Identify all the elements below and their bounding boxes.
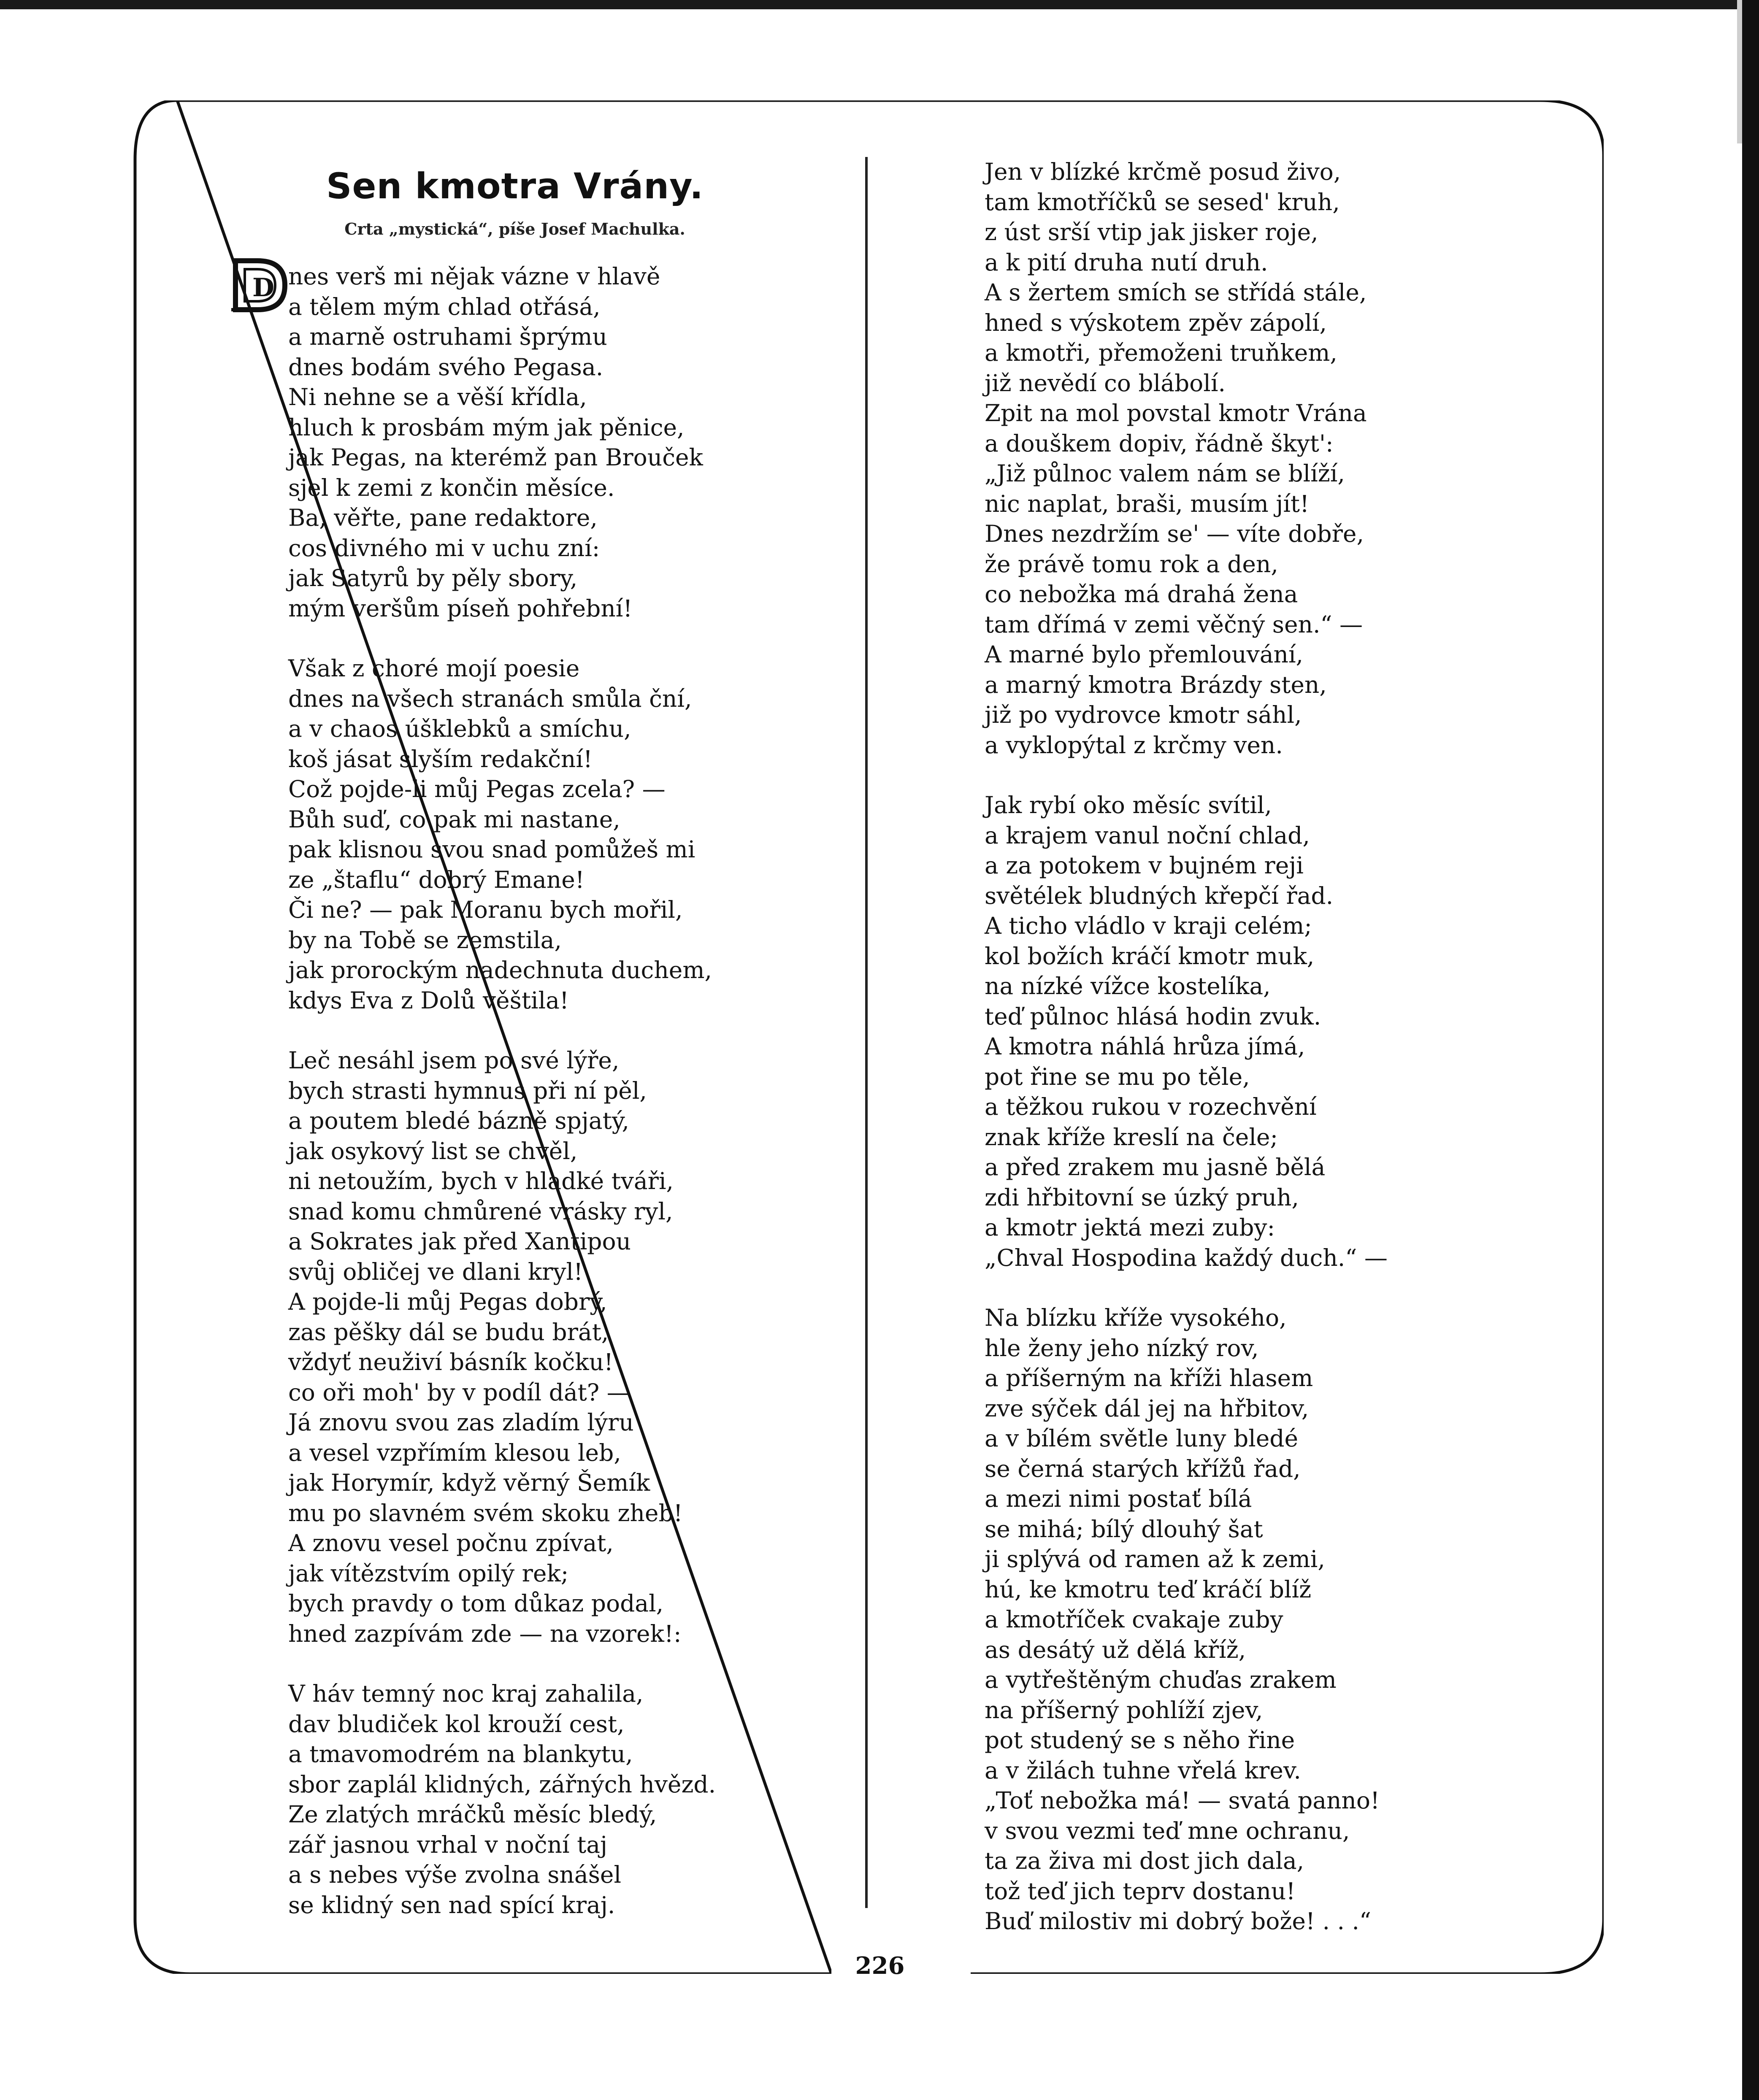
- verse-line: ta za živa mi dost jich dala,: [985, 1847, 1304, 1874]
- verse-line: a tělem mým chlad otřásá,: [288, 293, 601, 320]
- stanza-2: [288, 654, 837, 1016]
- verse-line: Ba, věřte, pane redaktore,: [288, 504, 598, 531]
- verse-line: hned zazpívám zde — na vzorek!:: [288, 1620, 682, 1647]
- verse-line: jak Pegas, na kterémž pan Brouček: [288, 444, 703, 471]
- left-column: [288, 262, 837, 1920]
- verse-line: se mihá; bílý dlouhý šat: [985, 1515, 1263, 1543]
- verse-line: Což pojde-li můj Pegas zcela? —: [288, 776, 666, 803]
- verse-line: dnes bodám svého Pegasa.: [288, 353, 603, 381]
- verse-line: dnes na všech stranách smůla ční,: [288, 685, 692, 712]
- verse-line: vždyť neuživí básník kočku!: [288, 1349, 614, 1376]
- verse-line: zas pěšky dál se budu brát,: [288, 1318, 609, 1346]
- dropcap-letter: D: [252, 273, 275, 303]
- verse-line: by na Tobě se zemstila,: [288, 926, 562, 954]
- verse-line: jak Horymír, když věrný Šemík: [288, 1469, 650, 1496]
- verse-line: jak osykový list se chvěl,: [288, 1137, 578, 1165]
- verse-line: tam kmotříčků se sesed' kruh,: [985, 188, 1340, 216]
- verse-line: tam dřímá v zemi věčný sen.“ —: [985, 611, 1363, 638]
- poem-subtitle: Crta „mystická“, píše Josef Machulka.: [344, 219, 685, 238]
- verse-line: a poutem bledé bázně spjatý,: [288, 1107, 629, 1134]
- verse-line: a mezi nimi postať bílá: [985, 1485, 1252, 1512]
- stanza-4: [288, 1679, 837, 1920]
- verse-line: co oři moh' by v podíl dát? —: [288, 1378, 630, 1406]
- page-number: 226: [855, 1952, 905, 1980]
- verse-line: pot řine se mu po těle,: [985, 1063, 1250, 1090]
- verse-line: Jak rybí oko měsíc svítil,: [985, 792, 1272, 819]
- verse-line: a těžkou rukou v rozechvění: [985, 1093, 1317, 1120]
- verse-line: a v žilách tuhne vřelá krev.: [985, 1757, 1301, 1784]
- verse-line: a marně ostruhami šprýmu: [288, 323, 607, 350]
- verse-line: a kmotr jektá mezi zuby:: [985, 1214, 1275, 1241]
- verse-line: bych pravdy o tom důkaz podal,: [288, 1590, 664, 1617]
- verse-line: A s žertem smích se střídá stále,: [985, 279, 1367, 306]
- verse-line: Leč nesáhl jsem po své lýře,: [288, 1047, 620, 1074]
- verse-line: na příšerný pohlíží zjev,: [985, 1696, 1263, 1724]
- verse-line: znak kříže kreslí na čele;: [985, 1123, 1278, 1151]
- verse-line: jak prorockým nadechnuta duchem,: [288, 957, 712, 984]
- dropcap-initial: [228, 252, 291, 316]
- verse-line: a krajem vanul noční chlad,: [985, 822, 1310, 849]
- verse-line: mu po slavném svém skoku zheb!: [288, 1499, 683, 1527]
- verse-line: ji splývá od ramen až k zemi,: [985, 1546, 1325, 1573]
- verse-line: ni netoužím, bych v hladké tváři,: [288, 1168, 674, 1195]
- verse-line: Zpit na mol povstal kmotr Vrána: [985, 400, 1367, 427]
- verse-line: Já znovu svou zas zladím lýru: [288, 1409, 634, 1436]
- verse-line: V háv temný noc kraj zahalila,: [288, 1680, 644, 1707]
- right-column: [985, 157, 1491, 1937]
- verse-line: Bůh suď, co pak mi nastane,: [288, 805, 620, 833]
- verse-line: hned s výskotem zpěv zápolí,: [985, 309, 1327, 336]
- verse-line: a vyklopýtal z krčmy ven.: [985, 731, 1283, 759]
- verse-line: Jen v blízké krčmě posud živo,: [985, 158, 1341, 185]
- verse-line: Ze zlatých mráčků měsíc bledý,: [288, 1801, 657, 1828]
- verse-line: zve sýček dál jej na hřbitov,: [985, 1395, 1309, 1422]
- verse-line: hú, ke kmotru teď kráčí blíž: [985, 1576, 1312, 1603]
- scan-edge-right: [1742, 0, 1759, 2100]
- verse-line: Dnes nezdržím se' — víte dobře,: [985, 520, 1364, 547]
- verse-line: a k pití druha nutí druh.: [985, 249, 1268, 276]
- verse-line: sjel k zemi z končin měsíce.: [288, 474, 615, 501]
- verse-line: as desátý už dělá kříž,: [985, 1636, 1246, 1663]
- verse-line: nic naplat, braši, musím jít!: [985, 490, 1310, 517]
- verse-line: hle ženy jeho nízký rov,: [985, 1334, 1259, 1362]
- folio-box: [831, 1949, 928, 1982]
- stanza-5: [985, 157, 1491, 760]
- verse-line: světélek bludných křepčí řad.: [985, 882, 1334, 909]
- verse-line: koš jásat slyším redakční!: [288, 745, 593, 773]
- verse-line: pak klisnou svou snad pomůžeš mi: [288, 836, 695, 863]
- verse-line: teď půlnoc hlásá hodin zvuk.: [985, 1003, 1321, 1030]
- verse-line: Či ne? — pak Moranu bych mořil,: [288, 896, 683, 923]
- scan-edge-top: [0, 0, 1759, 9]
- stanza-6: [985, 790, 1491, 1273]
- verse-line: kdys Eva z Dolů věštila!: [288, 986, 569, 1014]
- verse-line: a s nebes výše zvolna snášel: [288, 1861, 622, 1888]
- verse-line: mým veršům píseň pohřební!: [288, 595, 633, 622]
- verse-line: a douškem dopiv, řádně škyt':: [985, 430, 1334, 457]
- verse-line: a vytřeštěným chuďas zrakem: [985, 1666, 1337, 1693]
- verse-line: jak vítězstvím opilý rek;: [288, 1559, 569, 1587]
- verse-line: sbor zaplál klidných, zářných hvězd.: [288, 1770, 716, 1798]
- verse-line: pot studený se s něho řine: [985, 1727, 1295, 1754]
- verse-line: tož teď jich teprv dostanu!: [985, 1877, 1296, 1905]
- verse-line: v svou vezmi teď mne ochranu,: [985, 1817, 1350, 1844]
- verse-line: a za potokem v bujném reji: [985, 852, 1304, 879]
- verse-line: svůj obličej ve dlani kryl!: [288, 1258, 583, 1285]
- verse-line: z úst srší vtip jak jisker roje,: [985, 219, 1318, 246]
- verse-line: zdi hřbitovní se úzký pruh,: [985, 1184, 1299, 1211]
- verse-line: a kmotři, přemoženi truňkem,: [985, 339, 1337, 366]
- verse-line: co nebožka má drahá žena: [985, 581, 1298, 608]
- verse-line: nes verš mi nějak vázne v hlavě: [288, 263, 660, 290]
- verse-line: kol božích kráčí kmotr muk,: [985, 942, 1315, 970]
- verse-line: a kmotříček cvakaje zuby: [985, 1606, 1283, 1633]
- verse-line: dav bludiček kol krouží cest,: [288, 1710, 625, 1738]
- verse-line: se černá starých křížů řad,: [985, 1455, 1301, 1482]
- column-divider: [865, 157, 868, 1908]
- verse-line: A ticho vládlo v kraji celém;: [985, 912, 1312, 939]
- verse-line: „Toť nebožka má! — svatá panno!: [985, 1787, 1380, 1814]
- verse-line: již po vydrovce kmotr sáhl,: [985, 701, 1302, 728]
- verse-line: Však z choré mojí poesie: [288, 655, 580, 682]
- stanza-3: [288, 1046, 837, 1649]
- verse-line: na nízké vížce kostelíka,: [985, 973, 1271, 1000]
- poem-title: Sen kmotra Vrány.: [326, 165, 704, 207]
- verse-line: A znovu vesel počnu zpívat,: [288, 1530, 614, 1557]
- verse-line: Buď milostiv mi dobrý bože! . . .“: [985, 1908, 1372, 1935]
- verse-line: „Již půlnoc valem nám se blíží,: [985, 460, 1345, 487]
- verse-line: Na blízku kříže vysokého,: [985, 1304, 1287, 1331]
- verse-line: A marné bylo přemlouvání,: [985, 641, 1304, 668]
- verse-line: a marný kmotra Brázdy sten,: [985, 671, 1327, 698]
- verse-line: a v bílém světle luny bledé: [985, 1425, 1299, 1452]
- stanza-1: [288, 262, 837, 624]
- verse-line: A kmotra náhlá hrůza jímá,: [985, 1033, 1305, 1060]
- verse-line: již nevědí co blábolí.: [985, 369, 1226, 397]
- verse-line: že právě tomu rok a den,: [985, 550, 1278, 578]
- verse-line: a vesel vzpřímím klesou leb,: [288, 1439, 621, 1466]
- verse-line: a před zrakem mu jasně bělá: [985, 1154, 1326, 1181]
- verse-line: se klidný sen nad spící kraj.: [288, 1891, 615, 1919]
- verse-line: Ni nehne se a věší křídla,: [288, 384, 587, 411]
- verse-line: ze „štaflu“ dobrý Emane!: [288, 866, 585, 893]
- verse-line: a v chaos úšklebků a smíchu,: [288, 715, 631, 742]
- scan-edge-margin: [1737, 0, 1742, 143]
- verse-line: zář jasnou vrhal v noční taj: [288, 1831, 608, 1858]
- stanza-7: [985, 1303, 1491, 1937]
- verse-line: jak Satyrů by pěly sbory,: [288, 565, 578, 592]
- verse-line: bych strasti hymnus při ní pěl,: [288, 1077, 647, 1104]
- verse-line: A pojde-li můj Pegas dobrý,: [288, 1288, 607, 1315]
- verse-line: hluch k prosbám mým jak pěnice,: [288, 414, 685, 441]
- verse-line: a příšerným na kříži hlasem: [985, 1365, 1313, 1392]
- verse-line: a Sokrates jak před Xantipou: [288, 1228, 631, 1255]
- verse-line: a tmavomodrém na blankytu,: [288, 1741, 633, 1768]
- verse-line: „Chval Hospodina každý duch.“ —: [985, 1244, 1388, 1271]
- verse-line: cos divného mi v uchu zní:: [288, 534, 600, 562]
- verse-line: snad komu chmůrené vrásky ryl,: [288, 1197, 673, 1225]
